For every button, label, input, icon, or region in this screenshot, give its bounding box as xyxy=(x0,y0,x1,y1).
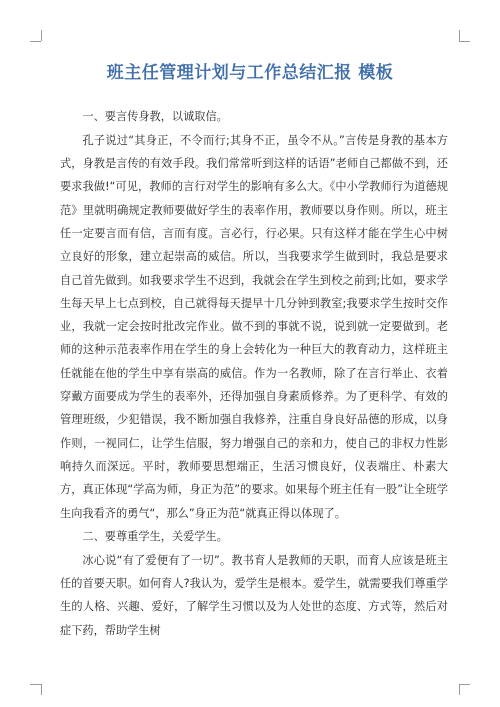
document-title: 班主任管理计划与工作总结汇报 模板 xyxy=(106,63,394,83)
crop-mark-top-right-h xyxy=(459,41,470,42)
crop-mark-top-right-v xyxy=(459,30,460,41)
crop-mark-bottom-left-h xyxy=(30,684,41,685)
crop-mark-bottom-left-v xyxy=(41,684,42,695)
body-paragraph: 冰心说“有了爱便有了一切”。教书育人是教师的天职，而育人应该是班主任的首要天职。如何育人?我认为，爱学生是根本。爱学生，就需要我们尊重学生的人格、兴趣、爱好，了解学生习惯以及为人处世的态度、方式等，然后对症下药，帮助学生树 xyxy=(60,553,448,637)
section-heading: 一、要言传身教，以诚取信。 xyxy=(82,110,228,123)
crop-mark-top-left-v xyxy=(41,30,42,41)
crop-mark-bottom-right-h xyxy=(459,684,470,685)
crop-mark-bottom-right-v xyxy=(459,684,460,695)
section-heading: 二、要尊重学生，关爱学生。 xyxy=(82,529,228,543)
document-body xyxy=(60,105,448,642)
body-paragraph: 孔子说过“其身正，不令而行;其身不正，虽令不从。”言传是身教的基本方式，身教是言传的有效手段。我们常常听到这样的话语”老师自己都做不到，还要求我做!“可见，教师的言行对学生的影响有多么大。《中小学教师行为道德规范》里就明确规定教师要做好学生的表率作用，教师要以身作则。所以，班主任一定要言而有信，言而有度。言必行，行必果。只有这样才能在学生心中树立良好的形象，建立起崇高的威信。所以，当我要求学生做到时，我总是要求自己首先做到。如我要求学生不迟到，我就会在学生到校之前到;比如，要求学生每天早上七点到校，自己就得每天提早十几分钟到教室;我要求学生按时交作业，我就一定会按时批改完作业。做不到的事就不说，说到就一定要做到。老师的这种示范表率作用在学生的身上会转化为一种巨大的教育动力，这样班主任就能在他的学生中享有崇高的威信。作为一名教师，除了在言行举止、衣着穿戴方面要成为学生的表率外，还得加强自身素质修养。为了更科学、有效的管理班级，少犯错误，我不断加强自我修养，注重自身良好品德的形成，以身作则，一视同仁，让学生信服，努力增强自己的亲和力，使自己的非权力性影响持久而深远。平时，教师要思想端正，生活习惯良好，仪表端庄、朴素大方，真正体现“学高为师，身正为范”的要求。如果每个班主任有一股”让全班学生向我看齐的勇气“，那么”身正为范“就真正得以体现了。 xyxy=(60,133,448,520)
crop-mark-top-left-h xyxy=(30,41,41,42)
